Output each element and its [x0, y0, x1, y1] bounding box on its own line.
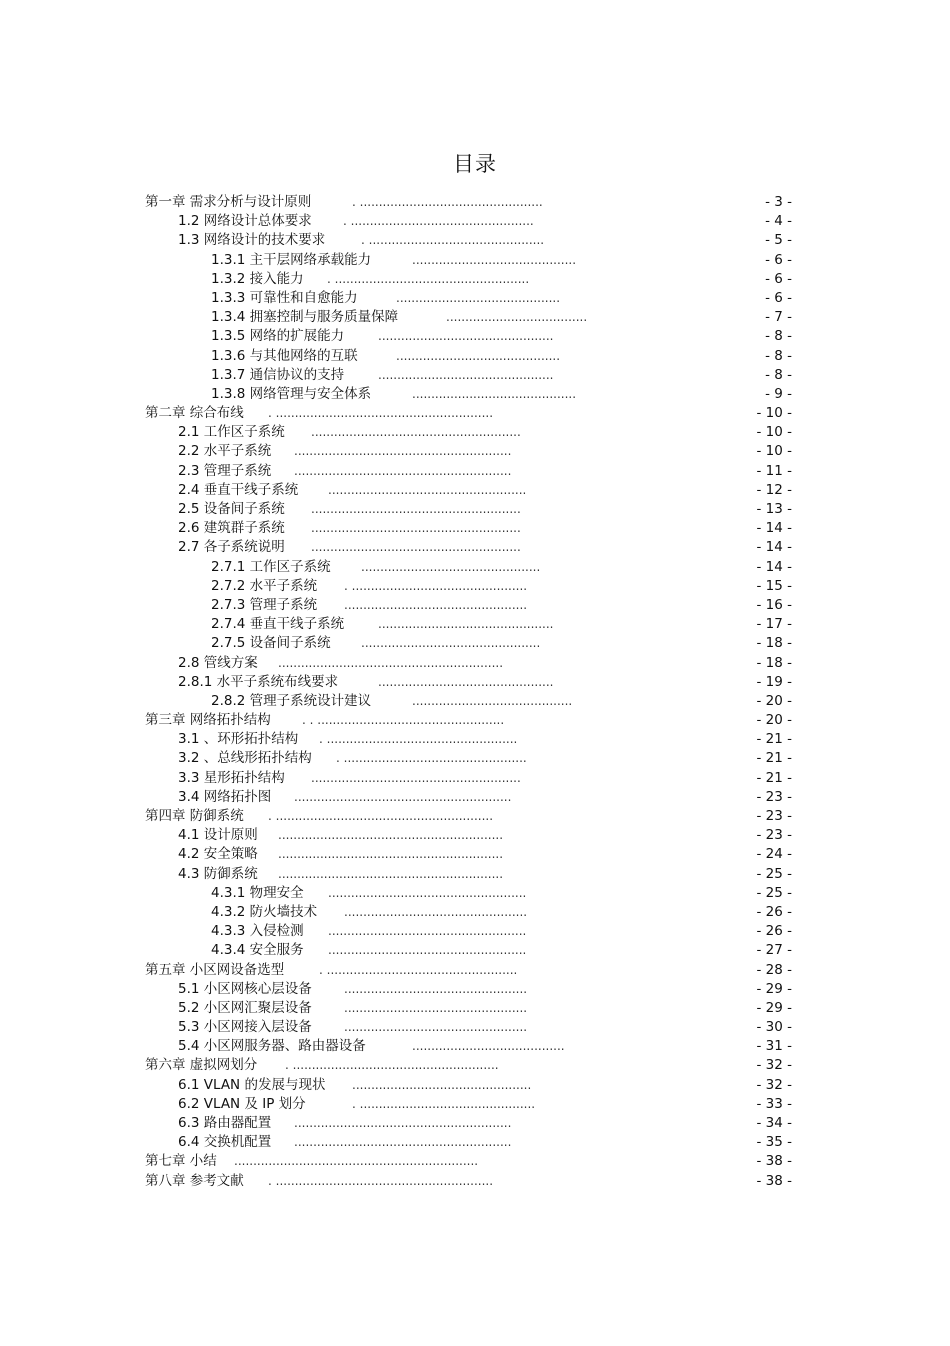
- toc-entry-page-number: - 18 -: [756, 635, 792, 652]
- toc-entry[interactable]: [0, 807, 950, 826]
- toc-entry-page-number: - 29 -: [756, 980, 792, 997]
- toc-entry-leader-dots: . ...................................................: [327, 271, 530, 286]
- toc-entry-leader-dots: ................................................: [344, 597, 528, 612]
- toc-entry[interactable]: [0, 922, 950, 941]
- toc-entry[interactable]: [0, 212, 950, 231]
- toc-entry-leader-dots: . ..............................................: [361, 233, 545, 248]
- toc-entry-label: 1.3.1 主干层网络承载能力: [211, 251, 372, 268]
- toc-entry-page-number: - 8 -: [765, 328, 792, 345]
- toc-entry-leader-dots: ...........................................: [412, 252, 577, 267]
- toc-entry[interactable]: [0, 980, 950, 999]
- toc-entry[interactable]: [0, 251, 950, 270]
- toc-entry[interactable]: [0, 903, 950, 922]
- toc-entry-page-number: - 38 -: [756, 1153, 792, 1170]
- toc-entry-label: 2.7.4 垂直干线子系统: [211, 616, 345, 633]
- toc-entry[interactable]: [0, 941, 950, 960]
- toc-entry-page-number: - 16 -: [756, 596, 792, 613]
- toc-entry-leader-dots: ...........................................................: [278, 866, 504, 881]
- toc-entry-leader-dots: . ..............................................: [344, 578, 528, 593]
- toc-entry-page-number: - 32 -: [756, 1076, 792, 1093]
- toc-entry-page-number: - 34 -: [756, 1115, 792, 1131]
- toc-entry-leader-dots: ...............................................: [361, 559, 541, 574]
- toc-entry[interactable]: [0, 884, 950, 903]
- toc-entry-leader-dots: .........................................................: [294, 789, 512, 804]
- toc-entry-label: 4.3.4 安全服务: [211, 942, 304, 959]
- toc-entry-label: 第八章 参考文献: [145, 1172, 244, 1189]
- toc-entry[interactable]: [0, 404, 950, 423]
- toc-entry-label: 5.4 小区网服务器、路由器设备: [178, 1038, 366, 1055]
- toc-entry-label: 第三章 网络拓扑结构: [145, 712, 271, 729]
- toc-entry-leader-dots: ..............................................: [378, 617, 554, 632]
- toc-entry[interactable]: [0, 615, 950, 634]
- toc-entry-page-number: - 11 -: [756, 462, 792, 479]
- toc-entry-label: 5.3 小区网接入层设备: [178, 1019, 312, 1036]
- toc-entry-page-number: - 18 -: [756, 654, 792, 671]
- toc-entry-leader-dots: . .........................................................: [268, 406, 494, 421]
- toc-entry-page-number: - 8 -: [765, 366, 792, 383]
- toc-entry-page-number: - 21 -: [756, 731, 792, 748]
- toc-entry-label: 1.3.2 接入能力: [211, 270, 304, 287]
- toc-entry-label: 2.7.3 管理子系统: [211, 596, 318, 613]
- toc-entry-leader-dots: . ..................................................: [319, 962, 518, 977]
- toc-entry-leader-dots: ...........................................................: [278, 655, 504, 670]
- toc-entry-leader-dots: ................................................: [344, 981, 528, 996]
- toc-entry[interactable]: [0, 1172, 950, 1191]
- toc-entry-leader-dots: .......................................................: [311, 540, 521, 555]
- toc-entry-label: 1.3.4 拥塞控制与服务质量保障: [211, 309, 399, 326]
- toc-entry-label: 2.8.1 水平子系统布线要求: [178, 673, 339, 690]
- toc-entry[interactable]: [0, 308, 950, 327]
- toc-entry-leader-dots: . ..............................................: [352, 1096, 536, 1111]
- toc-entry-label: 2.7.1 工作区子系统: [211, 558, 331, 575]
- toc-entry-page-number: - 17 -: [756, 616, 792, 633]
- toc-entry-leader-dots: . ................................................: [336, 751, 527, 766]
- toc-entry-leader-dots: . .........................................................: [268, 809, 494, 823]
- toc-entry-page-number: - 20 -: [756, 712, 792, 729]
- toc-entry[interactable]: [0, 1018, 950, 1037]
- toc-entry[interactable]: [0, 826, 950, 845]
- toc-entry-label: 4.3.1 物理安全: [211, 884, 304, 901]
- toc-entry-leader-dots: ........................................: [412, 1039, 565, 1054]
- toc-entry-leader-dots: ...........................................................: [278, 847, 504, 862]
- toc-entry[interactable]: [0, 1056, 950, 1075]
- toc-entry-leader-dots: .......................................................: [311, 521, 521, 536]
- toc-entry-page-number: - 30 -: [756, 1019, 792, 1036]
- toc-entry-label: 2.6 建筑群子系统: [178, 520, 285, 537]
- toc-entry[interactable]: [0, 500, 950, 519]
- toc-entry[interactable]: [0, 654, 950, 673]
- toc-entry-leader-dots: .......................................................: [311, 502, 521, 516]
- toc-entry-page-number: - 35 -: [756, 1134, 792, 1151]
- toc-entry-leader-dots: .........................................................: [294, 463, 512, 478]
- toc-entry-label: 2.2 水平子系统: [178, 443, 272, 460]
- toc-entry-page-number: - 6 -: [765, 251, 792, 268]
- toc-entry[interactable]: [0, 673, 950, 692]
- toc-entry-label: 第四章 防御系统: [145, 808, 244, 824]
- toc-entry-leader-dots: . .........................................................: [268, 1173, 494, 1188]
- toc-entry-label: 2.8 管线方案: [178, 654, 258, 671]
- toc-entry-page-number: - 29 -: [756, 999, 792, 1016]
- toc-entry-page-number: - 9 -: [765, 385, 792, 402]
- toc-entry[interactable]: [0, 385, 950, 404]
- toc-entry-label: 第六章 虚拟网划分: [145, 1057, 258, 1074]
- toc-entry[interactable]: [0, 596, 950, 615]
- toc-entry-label: 4.3.3 入侵检测: [211, 923, 304, 940]
- toc-entry-page-number: - 25 -: [756, 884, 792, 901]
- toc-entry-page-number: - 20 -: [756, 692, 792, 709]
- toc-entry[interactable]: [0, 366, 950, 385]
- toc-entry-label: 2.7.2 水平子系统: [211, 577, 318, 594]
- toc-entry-label: 3.1 、环形拓扑结构: [178, 731, 299, 748]
- toc-entry-leader-dots: ...........................................: [396, 290, 561, 305]
- toc-entry-label: 2.4 垂直干线子系统: [178, 481, 299, 498]
- toc-entry-label: 2.5 设备间子系统: [178, 501, 285, 517]
- toc-entry-label: 4.3 防御系统: [178, 865, 258, 882]
- toc-entry-leader-dots: .........................................................: [294, 1135, 512, 1150]
- toc-entry-leader-dots: ...............................................: [361, 636, 541, 651]
- toc-entry-page-number: - 38 -: [756, 1172, 792, 1189]
- toc-entry[interactable]: [0, 730, 950, 749]
- toc-entry-label: 2.3 管理子系统: [178, 462, 272, 479]
- toc-entry-label: 3.3 星形拓扑结构: [178, 769, 285, 786]
- toc-entry-label: 1.3.7 通信协议的支持: [211, 366, 345, 383]
- toc-entry[interactable]: [0, 1076, 950, 1095]
- toc-entry-label: 4.1 设计原则: [178, 827, 258, 844]
- toc-entry-leader-dots: ................................................................: [234, 1154, 479, 1169]
- toc-entry[interactable]: [0, 999, 950, 1018]
- toc-entry-page-number: - 24 -: [756, 846, 792, 863]
- toc-entry-leader-dots: . ................................................: [343, 214, 534, 229]
- toc-entry-leader-dots: ...........................................................: [278, 828, 504, 843]
- toc-entry-page-number: - 14 -: [756, 558, 792, 575]
- toc-entry-label: 2.7.5 设备间子系统: [211, 635, 331, 652]
- toc-entry-page-number: - 28 -: [756, 961, 792, 978]
- toc-entry[interactable]: [0, 193, 950, 212]
- toc-entry-label: 4.2 安全策略: [178, 846, 258, 863]
- toc-entry-leader-dots: ....................................................: [328, 482, 527, 497]
- toc-entry-leader-dots: ..............................................: [378, 674, 554, 689]
- toc-entry-label: 2.7 各子系统说明: [178, 539, 285, 556]
- toc-entry-leader-dots: .........................................................: [294, 1116, 512, 1130]
- toc-entry-label: 6.2 VLAN 及 IP 划分: [178, 1095, 306, 1112]
- toc-entry-leader-dots: .........................................................: [294, 444, 512, 459]
- toc-entry-page-number: - 10 -: [756, 443, 792, 460]
- toc-entry-leader-dots: ..........................................: [412, 693, 573, 708]
- toc-entry-page-number: - 26 -: [756, 903, 792, 920]
- toc-entry[interactable]: [0, 692, 950, 711]
- toc-entry-page-number: - 4 -: [765, 213, 792, 230]
- page-title: 目录: [453, 152, 497, 176]
- toc-entry-page-number: - 10 -: [756, 424, 792, 441]
- toc-entry-label: 5.2 小区网汇聚层设备: [178, 999, 312, 1016]
- toc-entry-page-number: - 23 -: [756, 827, 792, 844]
- toc-entry-page-number: - 32 -: [756, 1057, 792, 1074]
- toc-entry-leader-dots: ...........................................: [396, 348, 561, 363]
- toc-entry-label: 4.3.2 防火墙技术: [211, 903, 318, 920]
- toc-entry-page-number: - 23 -: [756, 788, 792, 805]
- toc-entry-page-number: - 5 -: [765, 232, 792, 249]
- toc-entry-label: 第二章 综合布线: [145, 405, 244, 422]
- toc-entry[interactable]: [0, 865, 950, 884]
- toc-entry[interactable]: [0, 462, 950, 481]
- toc-entry-leader-dots: .....................................: [446, 310, 588, 325]
- toc-entry-page-number: - 23 -: [756, 808, 792, 824]
- toc-entry-leader-dots: . ................................................: [352, 195, 543, 209]
- toc-entry-label: 3.4 网络拓扑图: [178, 788, 272, 805]
- toc-entry-page-number: - 14 -: [756, 520, 792, 537]
- toc-entry[interactable]: [0, 1037, 950, 1056]
- toc-entry-page-number: - 10 -: [756, 405, 792, 422]
- toc-entry-leader-dots: ................................................: [344, 1020, 528, 1035]
- toc-entry-page-number: - 33 -: [756, 1095, 792, 1112]
- toc-entry-label: 3.2 、总线形拓扑结构: [178, 750, 312, 767]
- toc-entry[interactable]: [0, 577, 950, 596]
- toc-entry[interactable]: [0, 961, 950, 980]
- toc-entry-leader-dots: ................................................: [344, 1000, 528, 1015]
- toc-entry-label: 1.3.6 与其他网络的互联: [211, 347, 358, 364]
- toc-entry-leader-dots: ..............................................: [378, 329, 554, 344]
- toc-entry[interactable]: [0, 558, 950, 577]
- toc-entry-page-number: - 7 -: [765, 309, 792, 326]
- toc-entry-leader-dots: . ..................................................: [319, 732, 518, 747]
- toc-entry-page-number: - 21 -: [756, 769, 792, 786]
- toc-entry[interactable]: [0, 519, 950, 538]
- toc-entry[interactable]: [0, 231, 950, 250]
- toc-entry-page-number: - 6 -: [765, 289, 792, 306]
- toc-entry[interactable]: [0, 1133, 950, 1152]
- toc-entry-leader-dots: ....................................................: [328, 924, 527, 939]
- toc-entry[interactable]: [0, 442, 950, 461]
- toc-entry-label: 1.3 网络设计的技术要求: [178, 232, 326, 249]
- toc-entry-leader-dots: ....................................................: [328, 885, 527, 900]
- toc-entry-page-number: - 21 -: [756, 750, 792, 767]
- toc-entry[interactable]: [0, 749, 950, 768]
- toc-entry-page-number: - 27 -: [756, 942, 792, 959]
- toc-entry-label: 2.8.2 管理子系统设计建议: [211, 692, 372, 709]
- toc-entry-label: 第一章 需求分析与设计原则: [145, 194, 312, 210]
- toc-entry-label: 第七章 小结: [145, 1153, 217, 1170]
- toc-entry-label: 1.3.5 网络的扩展能力: [211, 328, 345, 345]
- toc-entry-page-number: - 13 -: [756, 501, 792, 517]
- toc-entry-leader-dots: .......................................................: [311, 425, 521, 440]
- toc-entry[interactable]: [0, 538, 950, 557]
- toc-entry[interactable]: [0, 423, 950, 442]
- toc-entry[interactable]: [0, 327, 950, 346]
- toc-entry-page-number: - 19 -: [756, 673, 792, 690]
- toc-entry-page-number: - 31 -: [756, 1038, 792, 1055]
- toc-entry[interactable]: [0, 1152, 950, 1171]
- table-of-contents: [0, 193, 950, 1191]
- toc-entry-page-number: - 15 -: [756, 577, 792, 594]
- toc-entry-leader-dots: ....................................................: [328, 943, 527, 958]
- toc-entry-page-number: - 14 -: [756, 539, 792, 556]
- toc-entry[interactable]: [0, 769, 950, 788]
- toc-entry-leader-dots: . . .................................................: [302, 713, 505, 728]
- toc-entry-label: 6.4 交换机配置: [178, 1134, 272, 1151]
- toc-entry-leader-dots: ...........................................: [412, 386, 577, 401]
- toc-entry-label: 5.1 小区网核心层设备: [178, 980, 312, 997]
- toc-entry-page-number: - 26 -: [756, 923, 792, 940]
- toc-entry[interactable]: [0, 270, 950, 289]
- toc-entry[interactable]: [0, 634, 950, 653]
- toc-entry-label: 1.2 网络设计总体要求: [178, 213, 312, 230]
- toc-entry-page-number: - 8 -: [765, 347, 792, 364]
- toc-entry[interactable]: [0, 845, 950, 864]
- toc-entry[interactable]: [0, 347, 950, 366]
- toc-entry-leader-dots: ................................................: [344, 904, 528, 919]
- toc-entry-page-number: - 25 -: [756, 865, 792, 882]
- toc-entry-label: 1.3.3 可靠性和自愈能力: [211, 289, 358, 306]
- toc-entry-page-number: - 3 -: [765, 194, 792, 210]
- toc-entry[interactable]: [0, 1114, 950, 1133]
- toc-entry-label: 2.1 工作区子系统: [178, 424, 285, 441]
- toc-entry[interactable]: [0, 711, 950, 730]
- toc-entry-label: 6.3 路由器配置: [178, 1115, 272, 1131]
- toc-entry-leader-dots: . ......................................................: [285, 1058, 499, 1073]
- toc-entry[interactable]: [0, 289, 950, 308]
- toc-entry-leader-dots: ..............................................: [378, 367, 554, 382]
- toc-entry-leader-dots: ...............................................: [352, 1077, 532, 1092]
- toc-entry-leader-dots: .......................................................: [311, 770, 521, 785]
- toc-entry[interactable]: [0, 1095, 950, 1114]
- toc-entry[interactable]: [0, 788, 950, 807]
- toc-entry-label: 6.1 VLAN 的发展与现状: [178, 1076, 326, 1093]
- toc-entry-label: 第五章 小区网设备选型: [145, 961, 285, 978]
- toc-entry[interactable]: [0, 481, 950, 500]
- toc-entry-page-number: - 12 -: [756, 481, 792, 498]
- toc-entry-label: 1.3.8 网络管理与安全体系: [211, 385, 372, 402]
- toc-entry-page-number: - 6 -: [765, 270, 792, 287]
